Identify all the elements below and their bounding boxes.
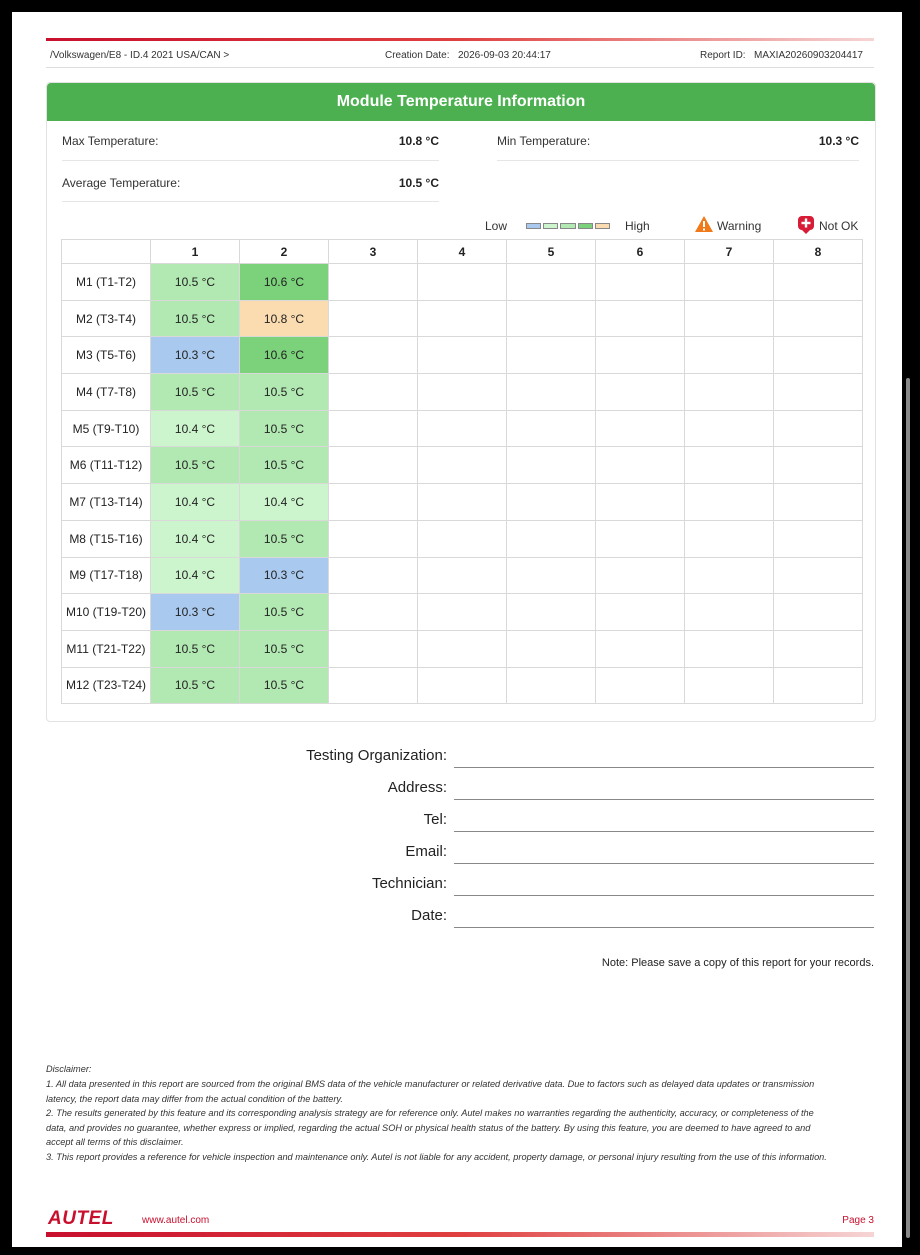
report-id-value: MAXIA20260903204417 <box>754 50 863 61</box>
temperature-cell <box>507 264 596 301</box>
legend-warning-label: Warning <box>717 219 762 233</box>
autel-logo: AUTEL <box>48 1208 114 1229</box>
address-field[interactable] <box>454 799 874 800</box>
temperature-cell <box>685 557 774 594</box>
temperature-cell <box>418 410 507 447</box>
temperature-cell: 10.4 °C <box>151 410 240 447</box>
table-row <box>62 630 863 667</box>
temperature-cell <box>418 557 507 594</box>
temperature-cell <box>774 447 863 484</box>
email-field[interactable] <box>454 863 874 864</box>
module-label: M5 (T9-T10) <box>62 410 151 447</box>
temperature-cell <box>418 484 507 521</box>
temperature-cell <box>685 300 774 337</box>
temperature-cell <box>329 264 418 301</box>
column-header: 4 <box>418 240 507 264</box>
temperature-cell <box>685 630 774 667</box>
column-header: 6 <box>596 240 685 264</box>
temperature-cell <box>774 594 863 631</box>
legend-swatch <box>578 223 593 229</box>
temperature-cell <box>329 300 418 337</box>
disclaimer-item: 1. All data presented in this report are sourced from the original BMS data of the vehicle manufacturer or related derivative data. Due to factors such as delayed data updates or transmission latency, the report data may differ from the actual condition of the battery. <box>46 1079 815 1104</box>
temperature-cell <box>685 667 774 704</box>
not-ok-icon <box>797 215 815 234</box>
tel-label: Tel: <box>423 811 447 828</box>
temperature-cell <box>685 594 774 631</box>
temperature-cell <box>418 374 507 411</box>
temperature-cell: 10.5 °C <box>151 667 240 704</box>
max-temp-value: 10.8 °C <box>398 134 439 148</box>
module-label: M3 (T5-T6) <box>62 337 151 374</box>
column-header: 3 <box>329 240 418 264</box>
temperature-cell <box>329 447 418 484</box>
temperature-cell <box>596 264 685 301</box>
table-row <box>62 410 863 447</box>
disclaimer-item: 2. The results generated by this feature and its corresponding analysis strategy are for reference only. Autel makes no warranties regarding the authenticity, accuracy, or completeness of the data, and provides no guarantee, whether express or implied, regarding the actual SOH or physical health status of the battery. By using this feature, you are deemed to have agreed to and accept all terms of this disclaimer. <box>46 1108 814 1148</box>
table-row <box>62 374 863 411</box>
legend-color-scale <box>526 223 610 229</box>
max-temp-label: Max Temperature: <box>62 134 159 148</box>
temperature-cell: 10.4 °C <box>240 484 329 521</box>
temperature-cell <box>329 374 418 411</box>
temperature-cell: 10.8 °C <box>240 300 329 337</box>
temperature-cell <box>685 374 774 411</box>
temperature-cell <box>507 667 596 704</box>
temperature-cell <box>685 484 774 521</box>
table-row <box>62 520 863 557</box>
save-note: Note: Please save a copy of this report for your records. <box>601 957 874 969</box>
temperature-cell <box>507 520 596 557</box>
corner-cell <box>62 240 151 264</box>
temperature-cell: 10.5 °C <box>240 374 329 411</box>
temperature-cell: 10.3 °C <box>151 337 240 374</box>
creation-date-label: Creation Date: <box>385 50 450 61</box>
disclaimer-title: Disclaimer: <box>46 1064 92 1074</box>
temperature-cell <box>774 630 863 667</box>
email-label: Email: <box>405 843 447 860</box>
technician-label: Technician: <box>371 875 447 892</box>
temperature-cell <box>418 337 507 374</box>
report-id-label: Report ID: <box>700 50 746 61</box>
temperature-cell <box>685 520 774 557</box>
temperature-cell <box>685 264 774 301</box>
scrollbar[interactable] <box>906 378 910 1238</box>
temperature-cell: 10.5 °C <box>151 630 240 667</box>
panel-title: Module Temperature Information <box>47 83 875 121</box>
temperature-cell: 10.3 °C <box>151 594 240 631</box>
footer-accent-bar <box>46 1232 874 1237</box>
temperature-cell: 10.5 °C <box>240 594 329 631</box>
temperature-cell <box>418 630 507 667</box>
temperature-cell <box>774 264 863 301</box>
module-label: M6 (T11-T12) <box>62 447 151 484</box>
avg-temp-label: Average Temperature: <box>62 176 181 190</box>
temperature-cell <box>507 410 596 447</box>
temperature-cell <box>596 557 685 594</box>
temperature-cell <box>774 300 863 337</box>
module-label: M2 (T3-T4) <box>62 300 151 337</box>
temperature-cell <box>507 300 596 337</box>
temperature-cell: 10.5 °C <box>151 264 240 301</box>
header-divider <box>46 67 874 68</box>
module-label: M12 (T23-T24) <box>62 667 151 704</box>
table-header-row <box>62 240 863 264</box>
warning-icon <box>694 215 714 233</box>
technician-field[interactable] <box>454 895 874 896</box>
temperature-cell <box>329 557 418 594</box>
column-header: 2 <box>240 240 329 264</box>
website-link[interactable]: www.autel.com <box>142 1215 210 1226</box>
column-header: 8 <box>774 240 863 264</box>
temperature-cell: 10.5 °C <box>151 447 240 484</box>
temperature-cell <box>596 667 685 704</box>
table-row <box>62 594 863 631</box>
min-temp-label: Min Temperature: <box>497 134 591 148</box>
temperature-cell <box>507 630 596 667</box>
legend-swatch <box>595 223 610 229</box>
tel-field[interactable] <box>454 831 874 832</box>
temperature-cell <box>596 484 685 521</box>
temperature-cell <box>596 447 685 484</box>
stat-divider <box>62 201 439 202</box>
temperature-cell: 10.5 °C <box>240 630 329 667</box>
module-label: M4 (T7-T8) <box>62 374 151 411</box>
temperature-cell: 10.5 °C <box>151 374 240 411</box>
temperature-cell <box>329 410 418 447</box>
temperature-cell <box>596 300 685 337</box>
avg-temp-value: 10.5 °C <box>398 176 439 190</box>
module-temperature-table <box>61 239 863 704</box>
min-temp-value: 10.3 °C <box>818 134 859 148</box>
stat-divider <box>497 160 859 161</box>
temperature-cell <box>596 374 685 411</box>
column-header: 5 <box>507 240 596 264</box>
table-row <box>62 667 863 704</box>
legend-high-label: High <box>625 219 650 233</box>
temperature-cell <box>774 374 863 411</box>
address-label: Address: <box>387 779 447 796</box>
temperature-cell <box>329 520 418 557</box>
temperature-cell <box>507 447 596 484</box>
temperature-cell <box>685 410 774 447</box>
temperature-cell <box>596 630 685 667</box>
page-number: Page 3 <box>842 1215 874 1226</box>
vehicle-breadcrumb[interactable]: /Volkswagen/E8 - ID.4 2021 USA/CAN > <box>50 50 230 61</box>
temperature-cell <box>507 374 596 411</box>
table-row <box>62 300 863 337</box>
temperature-cell <box>774 484 863 521</box>
column-header: 1 <box>151 240 240 264</box>
module-label: M7 (T13-T14) <box>62 484 151 521</box>
creation-date-value: 2026-09-03 20:44:17 <box>458 50 551 61</box>
testing-organization-field[interactable] <box>454 767 874 768</box>
temperature-cell: 10.3 °C <box>240 557 329 594</box>
temperature-cell <box>507 557 596 594</box>
temperature-cell: 10.5 °C <box>240 667 329 704</box>
table-body <box>62 264 863 704</box>
temperature-cell <box>596 594 685 631</box>
module-label: M1 (T1-T2) <box>62 264 151 301</box>
temperature-cell: 10.4 °C <box>151 520 240 557</box>
temperature-cell <box>596 410 685 447</box>
temperature-cell <box>596 520 685 557</box>
temperature-cell <box>329 337 418 374</box>
temperature-cell <box>418 667 507 704</box>
temperature-cell <box>774 337 863 374</box>
module-label: M8 (T15-T16) <box>62 520 151 557</box>
legend-swatch <box>560 223 575 229</box>
temperature-cell <box>507 337 596 374</box>
header-accent-bar <box>46 38 874 41</box>
column-header: 7 <box>685 240 774 264</box>
date-field[interactable] <box>454 927 874 928</box>
stat-divider <box>62 160 439 161</box>
temperature-cell <box>685 337 774 374</box>
temperature-cell <box>329 667 418 704</box>
module-label: M10 (T19-T20) <box>62 594 151 631</box>
temperature-cell <box>507 594 596 631</box>
module-label: M9 (T17-T18) <box>62 557 151 594</box>
testing-organization-label: Testing Organization: <box>306 747 447 764</box>
legend-low-label: Low <box>485 219 508 233</box>
temperature-cell <box>685 447 774 484</box>
table-row <box>62 264 863 301</box>
table-row <box>62 447 863 484</box>
temperature-cell <box>596 337 685 374</box>
report-page <box>12 12 902 1247</box>
temperature-cell <box>774 557 863 594</box>
temperature-cell <box>418 264 507 301</box>
legend-swatch <box>526 223 541 229</box>
temperature-cell: 10.6 °C <box>240 337 329 374</box>
table-row <box>62 484 863 521</box>
module-label: M11 (T21-T22) <box>62 630 151 667</box>
temperature-cell <box>774 410 863 447</box>
legend-not-ok-label: Not OK <box>819 219 859 233</box>
table-row <box>62 337 863 374</box>
temperature-cell <box>418 447 507 484</box>
temperature-cell: 10.4 °C <box>151 557 240 594</box>
temperature-cell <box>329 484 418 521</box>
temperature-cell <box>418 520 507 557</box>
temperature-cell: 10.5 °C <box>240 447 329 484</box>
temperature-cell: 10.5 °C <box>151 300 240 337</box>
date-label: Date: <box>411 907 447 924</box>
temperature-cell <box>507 484 596 521</box>
disclaimer-item: 3. This report provides a reference for vehicle inspection and maintenance only. Autel is not liable for any accident, property damage, or personal injury resulting from the use of this information. <box>46 1152 827 1162</box>
table-row <box>62 557 863 594</box>
temperature-cell <box>774 667 863 704</box>
temperature-cell: 10.4 °C <box>151 484 240 521</box>
temperature-cell <box>329 594 418 631</box>
temperature-cell: 10.5 °C <box>240 410 329 447</box>
temperature-cell <box>418 594 507 631</box>
temperature-cell: 10.5 °C <box>240 520 329 557</box>
temperature-cell <box>329 630 418 667</box>
temperature-cell: 10.6 °C <box>240 264 329 301</box>
temperature-cell <box>774 520 863 557</box>
legend-swatch <box>543 223 558 229</box>
temperature-cell <box>418 300 507 337</box>
